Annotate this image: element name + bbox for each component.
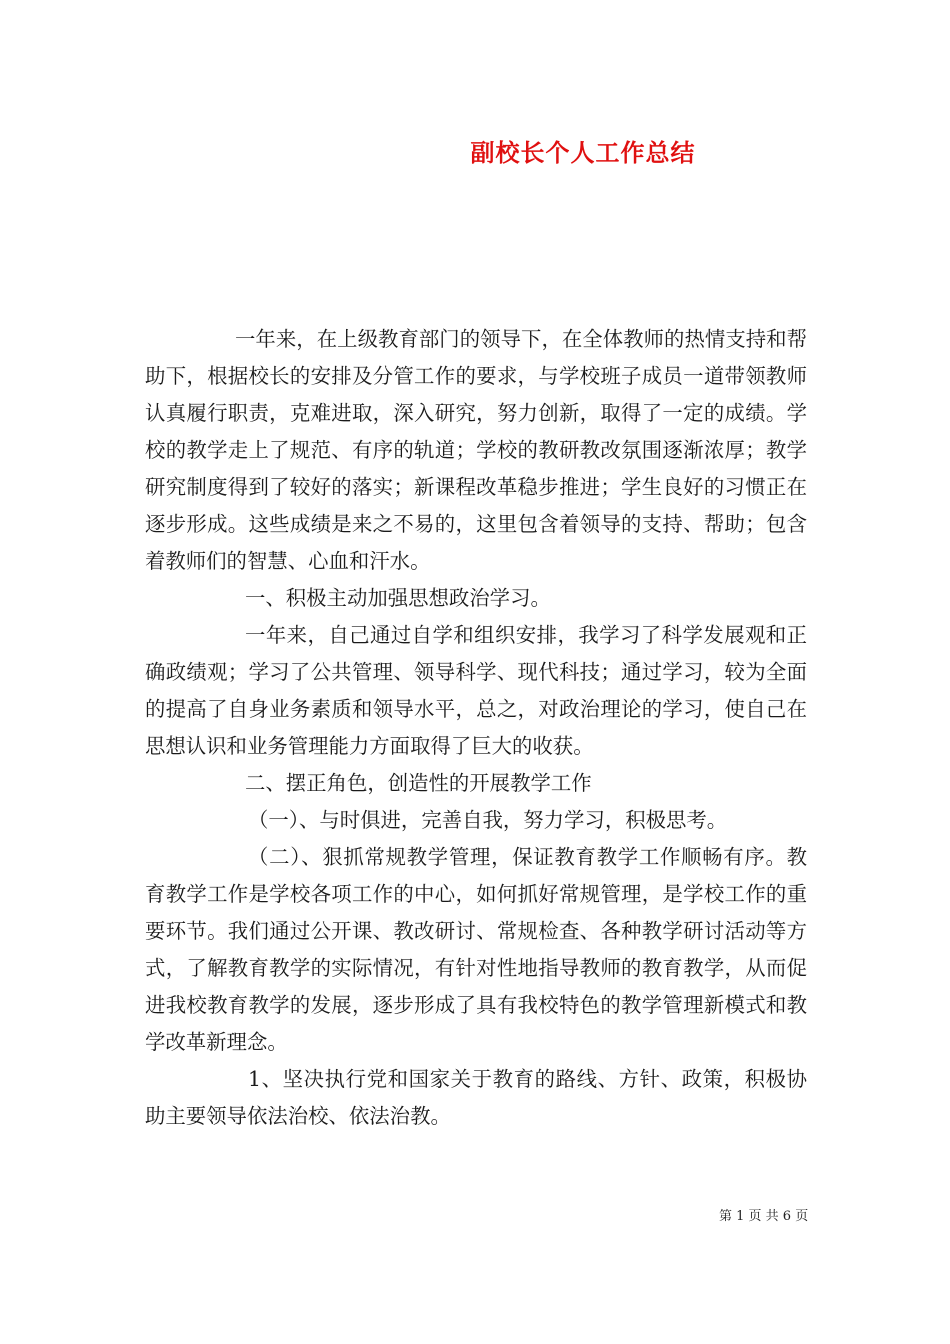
document-title: 副校长个人工作总结 xyxy=(470,138,696,167)
item-1-paragraph: 1、坚决执行党和国家关于教育的路线、方针、政策，积极协助主要领导依法治校、依法治教。 xyxy=(145,1067,807,1128)
document-body xyxy=(145,321,807,1135)
section-1-paragraph: 一年来，自己通过自学和组织安排，我学习了科学发展观和正确政绩观；学习了公共管理、领导科学、现代科技；通过学习，较为全面的提高了自身业务素质和领导水平，总之，对政治理论的学习，使自己在思想认识和业务管理能力方面取得了巨大的收获。 xyxy=(145,623,807,758)
subsection-heading-1: （一）、与时俱进，完善自我，努力学习，积极思考。 xyxy=(248,808,728,832)
page-number: 第 1 页 共 6 页 xyxy=(719,1209,809,1224)
subsection-2-paragraph: （二）、狠抓常规教学管理，保证教育教学工作顺畅有序。教育教学工作是学校各项工作的中心，如何抓好常规管理，是学校工作的重要环节。我们通过公开课、教改研讨、常规检查、各种教学研讨活动等方式，了解教育教学的实际情况，有针对性地指导教师的教育教学，从而促进我校教育教学的发展，逐步形成了具有我校特色的教学管理新模式和教学改革新理念。 xyxy=(145,845,807,1054)
section-heading-2: 二、摆正角色，创造性的开展教学工作 xyxy=(245,771,592,795)
intro-paragraph: 一年来，在上级教育部门的领导下，在全体教师的热情支持和帮助下，根据校长的安排及分管工作的要求，与学校班子成员一道带领教师认真履行职责，克难进取，深入研究，努力创新，取得了一定的成绩。学校的教学走上了规范、有序的轨道；学校的教研教改氛围逐渐浓厚；教学研究制度得到了较好的落实；新课程改革稳步推进；学生良好的习惯正在逐步形成。这些成绩是来之不易的，这里包含着领导的支持、帮助；包含着教师们的智慧、心血和汗水。 xyxy=(145,327,807,573)
section-heading-1: 一、积极主动加强思想政治学习。 xyxy=(245,586,551,610)
